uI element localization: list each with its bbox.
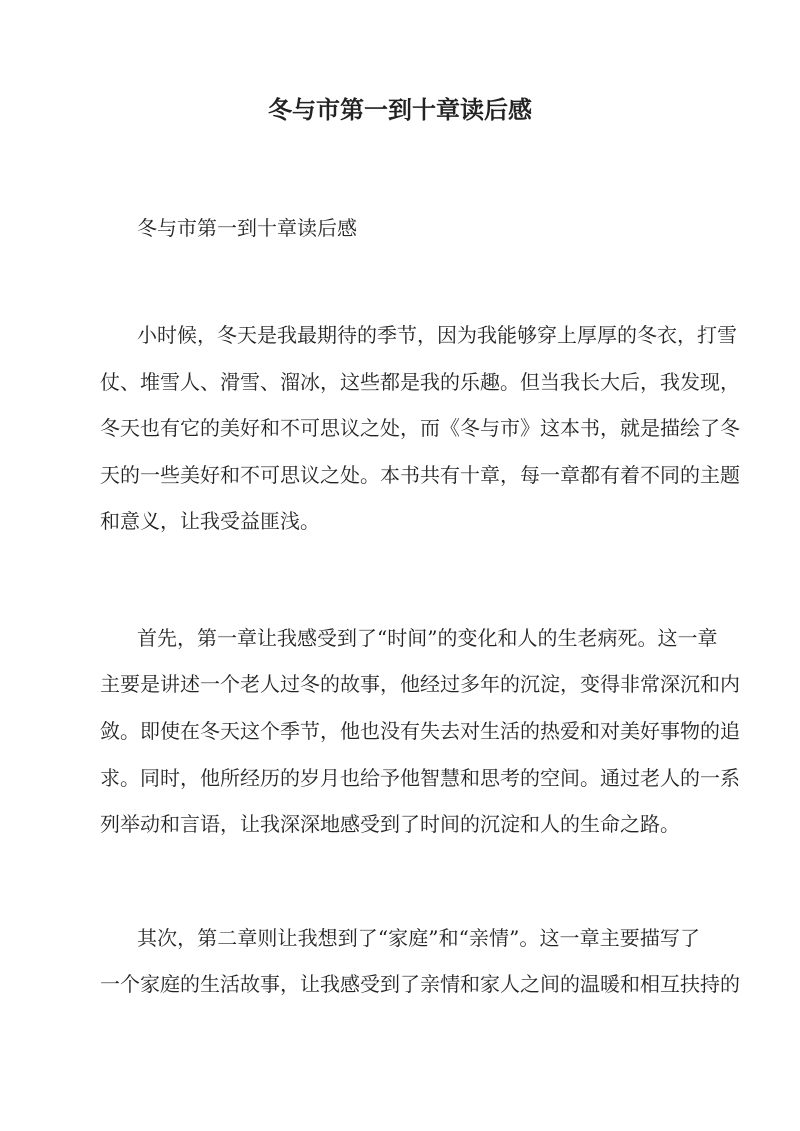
document-subtitle: 冬与市第一到十章读后感 xyxy=(137,216,357,240)
paragraph-line: 主要是讲述一个老人过冬的故事，他经过多年的沉淀，变得非常深沉和内 xyxy=(100,672,740,696)
paragraph-line: 列举动和言语，让我深深地感受到了时间的沉淀和人的生命之路。 xyxy=(100,812,680,836)
paragraph-line: 其次，第二章则让我想到了“家庭”和“亲情”。这一章主要描写了 xyxy=(137,926,700,950)
paragraph-line: 敛。即使在冬天这个季节，他也没有失去对生活的热爱和对美好事物的追 xyxy=(100,719,740,743)
paragraph-line: 天的一些美好和不可思议之处。本书共有十章，每一章都有着不同的主题 xyxy=(100,463,740,487)
paragraph-line: 和意义，让我受益匪浅。 xyxy=(100,509,320,533)
paragraph-line: 小时候，冬天是我最期待的季节，因为我能够穿上厚厚的冬衣，打雪 xyxy=(137,323,737,347)
paragraph-line: 冬天也有它的美好和不可思议之处，而《冬与市》这本书，就是描绘了冬 xyxy=(100,416,740,440)
paragraph-line: 首先，第一章让我感受到了“时间”的变化和人的生老病死。这一章 xyxy=(137,626,718,650)
paragraph-line: 求。同时，他所经历的岁月也给予他智慧和思考的空间。通过老人的一系 xyxy=(100,766,740,790)
paragraph-line: 仗、堆雪人、滑雪、溜冰，这些都是我的乐趣。但当我长大后，我发现， xyxy=(100,370,740,394)
document-title: 冬与市第一到十章读后感 xyxy=(268,95,532,124)
paragraph-line: 一个家庭的生活故事，让我感受到了亲情和家人之间的温暖和相互扶持的 xyxy=(100,972,740,996)
